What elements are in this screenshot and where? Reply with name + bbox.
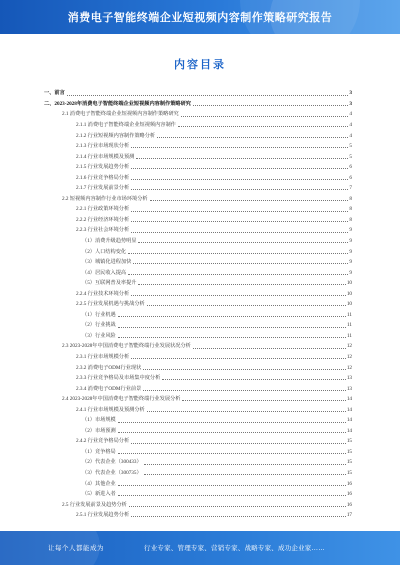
toc-entry-title: （5）新进入者 bbox=[82, 491, 116, 498]
toc-dot-leader bbox=[131, 211, 348, 212]
toc-entry-page: 10 bbox=[346, 280, 352, 287]
toc-dot-leader bbox=[144, 464, 346, 465]
toc-dot-leader bbox=[131, 232, 348, 233]
toc-entry-title: （1）市场规模 bbox=[82, 417, 116, 424]
toc-entry[interactable] bbox=[44, 413, 352, 424]
toc-entry[interactable] bbox=[44, 181, 352, 192]
toc-dot-leader bbox=[131, 516, 346, 517]
toc-dot-leader bbox=[138, 284, 345, 285]
toc-dot-leader bbox=[143, 369, 346, 370]
toc-entry[interactable] bbox=[44, 128, 352, 139]
toc-entry-title: 2.2.2 行业经济环境分析 bbox=[76, 216, 130, 223]
toc-entry[interactable] bbox=[44, 244, 352, 255]
toc-dot-leader bbox=[133, 263, 348, 264]
toc-entry[interactable] bbox=[44, 360, 352, 371]
toc-entry[interactable] bbox=[44, 297, 352, 308]
toc-entry[interactable] bbox=[44, 424, 352, 435]
toc-dot-leader bbox=[67, 95, 349, 96]
toc-entry-page: 5 bbox=[349, 143, 352, 150]
toc-entry-page: 8 bbox=[349, 195, 352, 202]
toc-entry-title: 2.1.4 行业市场规模及预测 bbox=[76, 153, 135, 160]
toc-entry-page: 6 bbox=[349, 174, 352, 181]
toc-dot-leader bbox=[182, 400, 345, 401]
toc-entry-title: 2.2.5 行业发展机遇与挑战分析 bbox=[76, 301, 145, 308]
toc-dot-leader bbox=[193, 348, 346, 349]
toc-entry-page: 12 bbox=[346, 354, 352, 361]
toc-entry-page: 17 bbox=[346, 512, 352, 519]
toc-entry-page: 16 bbox=[346, 491, 352, 498]
toc-entry[interactable] bbox=[44, 286, 352, 297]
toc-entry[interactable] bbox=[44, 381, 352, 392]
toc-entry[interactable] bbox=[44, 487, 352, 498]
toc-heading: 内容目录 bbox=[174, 58, 226, 71]
toc-entry[interactable] bbox=[44, 202, 352, 213]
toc-entry[interactable] bbox=[44, 466, 352, 477]
toc-dot-leader bbox=[131, 189, 348, 190]
toc-entry-page: 15 bbox=[346, 448, 352, 455]
toc-entry[interactable] bbox=[44, 402, 352, 413]
toc-entry-title: 2.3 2023-2028年中国消费电子智能终端行业发展状况分析 bbox=[62, 343, 191, 350]
toc-entry-page: 11 bbox=[347, 332, 352, 339]
toc-entry-page: 10 bbox=[346, 290, 352, 297]
toc-entry[interactable] bbox=[44, 170, 352, 181]
toc-entry-page: 13 bbox=[346, 385, 352, 392]
toc-dot-leader bbox=[178, 126, 349, 127]
toc-entry[interactable] bbox=[44, 149, 352, 160]
toc-dot-leader bbox=[128, 253, 348, 254]
toc-entry-page: 6 bbox=[349, 164, 352, 171]
toc-entry[interactable] bbox=[44, 497, 352, 508]
toc-entry-title: 2.1.1 消费电子智能终端企业短视频内容制作 bbox=[76, 121, 176, 128]
toc-entry-page: 15 bbox=[346, 459, 352, 466]
toc-entry-title: 2.2.3 行业社会环境分析 bbox=[76, 227, 130, 234]
toc-entry-title: （2）人口结构变化 bbox=[82, 248, 127, 255]
toc-entry-page: 4 bbox=[349, 111, 352, 118]
toc-entry-title: 2.5 行业发展前景及趋势分析 bbox=[62, 501, 127, 508]
toc-entry[interactable] bbox=[44, 318, 352, 329]
toc-entry-page: 15 bbox=[346, 438, 352, 445]
toc-entry-page: 7 bbox=[349, 185, 352, 192]
toc-entry-page: 3 bbox=[349, 90, 352, 97]
toc-dot-leader bbox=[118, 495, 346, 496]
toc-entry-page: 4 bbox=[349, 121, 352, 128]
toc-entry-title: 2.1.2 行业短视频内容制作策略分析 bbox=[76, 132, 156, 139]
toc-entry-title: 2.3.1 行业市场规模分析 bbox=[76, 354, 130, 361]
toc-entry-title: 2.4.1 行业市场规模及预测分析 bbox=[76, 406, 145, 413]
toc-entry[interactable] bbox=[44, 307, 352, 318]
toc-dot-leader bbox=[162, 379, 346, 380]
toc-entry-page: 16 bbox=[346, 501, 352, 508]
toc-entry-page: 16 bbox=[346, 480, 352, 487]
toc-entry-title: 2.2.4 行业技术环境分析 bbox=[76, 290, 130, 297]
toc-entry-title: 2.5.1 行业发展趋势分析 bbox=[76, 512, 130, 519]
toc-entry[interactable] bbox=[44, 508, 352, 519]
toc-entry[interactable] bbox=[44, 255, 352, 266]
toc-dot-leader bbox=[157, 137, 348, 138]
toc-entry-title: 2.3.3 行业竞争格局及市场集中度分析 bbox=[76, 375, 161, 382]
toc-entry-title: 2.1.7 行业发展前景分析 bbox=[76, 185, 130, 192]
toc-entry-page: 14 bbox=[346, 406, 352, 413]
toc-entry[interactable] bbox=[44, 213, 352, 224]
toc-entry-title: （1）行业机遇 bbox=[82, 311, 116, 318]
toc-entry-title: （1）竞争格局 bbox=[82, 448, 116, 455]
toc-entry-page: 10 bbox=[346, 301, 352, 308]
toc-entry-title: 2.3.2 消费电子ODM行业现状 bbox=[76, 364, 142, 371]
toc-entry-title: 2.1.6 行业竞争格局分析 bbox=[76, 174, 130, 181]
toc-dot-leader bbox=[144, 474, 346, 475]
toc-entry-title: （2）代表企业（300433） bbox=[82, 459, 142, 466]
toc-dot-leader bbox=[118, 485, 346, 486]
toc-entry-page: 9 bbox=[349, 269, 352, 276]
toc-entry-page: 12 bbox=[346, 364, 352, 371]
toc-dot-leader bbox=[131, 221, 348, 222]
toc-dot-leader bbox=[129, 506, 346, 507]
toc-entry-title: （3）城镇化进程加快 bbox=[82, 259, 132, 266]
toc-entry-page: 8 bbox=[349, 206, 352, 213]
toc-dot-leader bbox=[147, 411, 346, 412]
toc-entry-page: 9 bbox=[349, 248, 352, 255]
toc-entry-page: 15 bbox=[346, 470, 352, 477]
toc-entry-page: 12 bbox=[346, 343, 352, 350]
toc-entry-title: 2.2 短视频内容制作行业市场环境分析 bbox=[62, 195, 148, 202]
toc-entry-title: （4）居民收入提高 bbox=[82, 269, 127, 276]
toc-dot-leader bbox=[193, 105, 348, 106]
table-of-contents bbox=[44, 86, 352, 518]
toc-entry-title: （1）消费升级趋势明显 bbox=[82, 238, 137, 244]
toc-entry-title: 2.1 消费电子智能终端企业短视频内容制作策略研究 bbox=[62, 111, 179, 118]
toc-entry-title: （4）其他企业 bbox=[82, 480, 116, 487]
toc-dot-leader bbox=[136, 158, 348, 159]
toc-entry[interactable] bbox=[44, 329, 352, 340]
toc-entry-page: 14 bbox=[346, 396, 352, 403]
toc-entry-title: 2.3.4 消费电子ODM行业前景 bbox=[76, 385, 142, 392]
toc-entry[interactable] bbox=[44, 191, 352, 202]
toc-entry[interactable] bbox=[44, 223, 352, 234]
toc-dot-leader bbox=[118, 453, 346, 454]
toc-dot-leader bbox=[181, 116, 349, 117]
toc-entry-page: 11 bbox=[347, 311, 352, 318]
toc-entry[interactable] bbox=[44, 455, 352, 466]
toc-entry-title: 二、2023-2028年消费电子智能终端企业短视频内容制作策略研究 bbox=[44, 100, 191, 107]
toc-entry[interactable] bbox=[44, 97, 352, 108]
toc-entry[interactable] bbox=[44, 445, 352, 456]
toc-dot-leader bbox=[118, 422, 346, 423]
toc-entry[interactable] bbox=[44, 118, 352, 129]
toc-entry-title: 2.1.3 行业市场现状分析 bbox=[76, 143, 130, 150]
toc-dot-leader bbox=[118, 432, 346, 433]
toc-dot-leader bbox=[131, 168, 348, 169]
toc-entry[interactable] bbox=[44, 350, 352, 361]
toc-entry-page: 13 bbox=[346, 375, 352, 382]
toc-dot-leader bbox=[143, 390, 346, 391]
toc-dot-leader bbox=[131, 295, 346, 296]
toc-dot-leader bbox=[131, 147, 348, 148]
toc-entry-title: 一、前言 bbox=[44, 90, 65, 97]
toc-entry-title: 2.2.1 行业政策环境分析 bbox=[76, 206, 130, 213]
toc-entry-title: 2.4 2023-2028年中国消费电子智能终端行业发展分析 bbox=[62, 396, 181, 403]
toc-entry-page: 5 bbox=[349, 153, 352, 160]
footer-slogan-left: 让每个人都能成为 bbox=[48, 544, 104, 552]
toc-entry-title: （3）代表企业（300735） bbox=[82, 470, 142, 477]
toc-dot-leader bbox=[138, 242, 348, 243]
toc-entry-title: 2.4.2 行业竞争格局分析 bbox=[76, 438, 130, 445]
toc-dot-leader bbox=[118, 316, 346, 317]
report-title: 消费电子智能终端企业短视频内容制作策略研究报告 bbox=[67, 11, 333, 24]
toc-entry-page: 11 bbox=[347, 322, 352, 329]
toc-entry-title: （5）互联网普及率提升 bbox=[82, 280, 137, 287]
toc-dot-leader bbox=[118, 327, 346, 328]
toc-entry-title: （3）行业风险 bbox=[82, 332, 116, 339]
toc-entry[interactable] bbox=[44, 371, 352, 382]
toc-entry[interactable] bbox=[44, 107, 352, 118]
toc-dot-leader bbox=[128, 274, 348, 275]
toc-entry[interactable] bbox=[44, 234, 352, 245]
toc-entry-page: 4 bbox=[349, 132, 352, 139]
toc-entry[interactable] bbox=[44, 434, 352, 445]
toc-entry-title: 2.1.5 行业发展趋势分析 bbox=[76, 164, 130, 171]
toc-entry-page: 9 bbox=[349, 238, 352, 244]
toc-entry-page: 14 bbox=[346, 427, 352, 434]
toc-entry-page: 3 bbox=[349, 100, 352, 107]
toc-entry-title: （2）市场预测 bbox=[82, 427, 116, 434]
toc-entry[interactable] bbox=[44, 86, 352, 97]
toc-entry-page: 9 bbox=[349, 259, 352, 266]
toc-dot-leader bbox=[131, 443, 346, 444]
footer-slogan-right: 行业专家、管理专家、营销专家、战略专家、成功企业家…… bbox=[144, 544, 325, 552]
page-footer-banner bbox=[0, 531, 400, 565]
toc-entry[interactable] bbox=[44, 160, 352, 171]
toc-entry-title: （2）行业挑战 bbox=[82, 322, 116, 329]
toc-entry[interactable] bbox=[44, 265, 352, 276]
toc-entry[interactable] bbox=[44, 339, 352, 350]
toc-entry[interactable] bbox=[44, 139, 352, 150]
toc-entry[interactable] bbox=[44, 276, 352, 287]
page-header-banner bbox=[0, 0, 400, 34]
toc-entry[interactable] bbox=[44, 476, 352, 487]
toc-dot-leader bbox=[131, 179, 348, 180]
toc-entry-page: 9 bbox=[349, 227, 352, 234]
toc-dot-leader bbox=[150, 200, 349, 201]
toc-dot-leader bbox=[147, 305, 346, 306]
toc-entry[interactable] bbox=[44, 392, 352, 403]
toc-entry-page: 8 bbox=[349, 216, 352, 223]
toc-dot-leader bbox=[131, 358, 346, 359]
toc-dot-leader bbox=[118, 337, 346, 338]
toc-entry-page: 14 bbox=[346, 417, 352, 424]
